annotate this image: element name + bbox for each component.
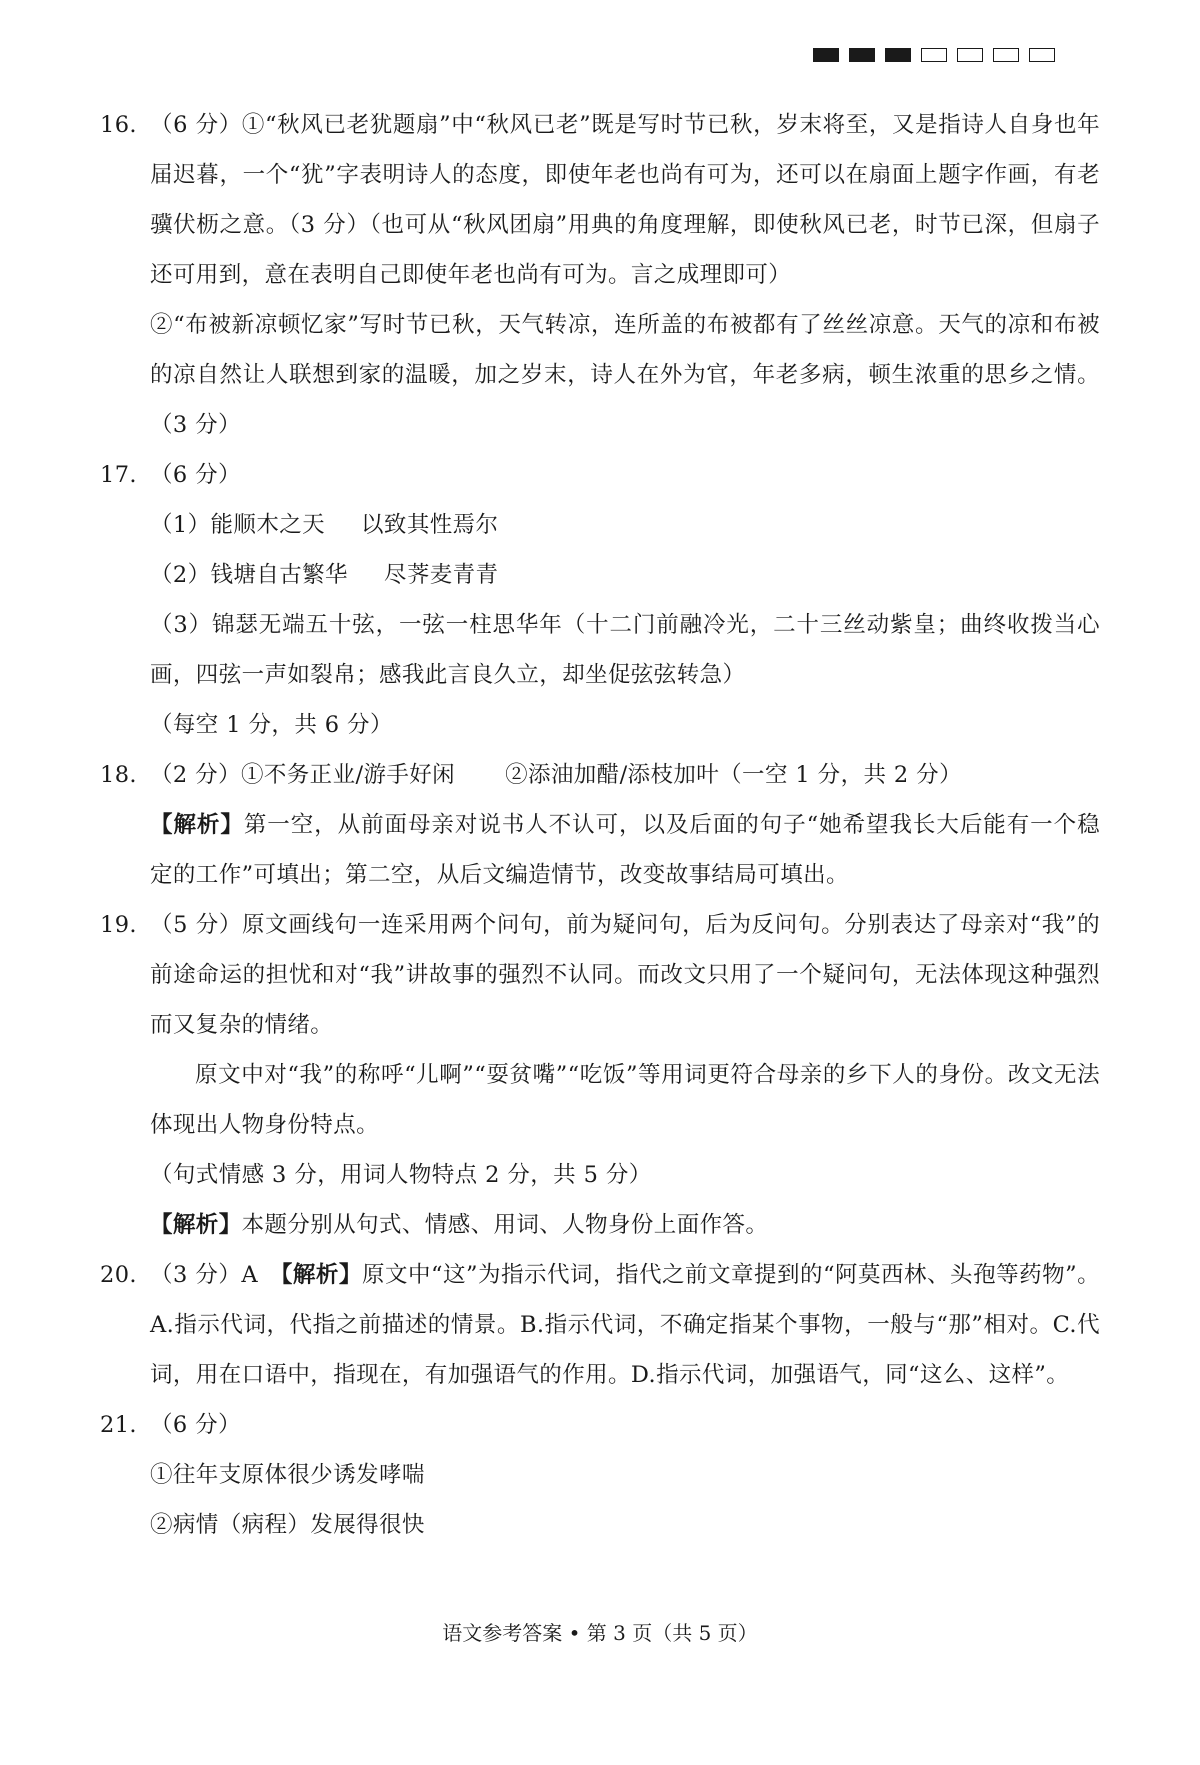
page-progress-marks <box>813 48 1055 62</box>
page-mark-filled <box>885 48 911 62</box>
page-mark-empty <box>957 48 983 62</box>
analysis-text: 本题分别从句式、情感、用词、人物身份上面作答。 <box>241 1212 769 1238</box>
answer-item-2b: 尽荠麦青青 <box>383 562 499 588</box>
analysis-label: 【解析】 <box>281 1262 362 1288</box>
question-21-score: （6 分） <box>150 1412 241 1438</box>
answer-paragraph-2: 原文中对“我”的称呼“儿啊”“耍贫嘴”“吃饭”等用词更符合母亲的乡下人的身份。改文无法体现出人物身份特点。 <box>150 1062 1100 1138</box>
question-16-body <box>150 100 1100 450</box>
question-18 <box>100 750 1100 800</box>
analysis-text: 第一空，从前面母亲对说书人不认可，以及后面的句子“她希望我长大后能有一个稳定的工作”可填出；第二空，从后文编造情节，改变故事结局可填出。 <box>150 812 1100 888</box>
answer-part-1: （6 分）①“秋风已老犹题扇”中“秋风已老”既是写时节已秋，岁末将至，又是指诗人自身也年届迟暮，一个“犹”字表明诗人的态度，即使年老也尚有可为，还可以在扇面上题字作画，有老骥伏枥之意。（3 分）（也可从“秋风团扇”用典的角度理解，即使秋风已老，时节已深，但扇子还可用到，意在表明自己即使年老也尚有可为。言之成理即可） <box>150 112 1100 288</box>
score-note: （句式情感 3 分，用词人物特点 2 分，共 5 分） <box>150 1162 652 1188</box>
analysis-label: 【解析】 <box>150 812 244 838</box>
question-number: 20. <box>100 1262 137 1288</box>
question-17 <box>100 450 1100 500</box>
page-mark-empty <box>993 48 1019 62</box>
question-number: 19. <box>100 912 137 938</box>
answer-item-2: ②病情（病程）发展得很快 <box>150 1512 425 1538</box>
analysis-label: 【解析】 <box>150 1212 242 1238</box>
page-mark-filled <box>849 48 875 62</box>
question-19 <box>100 900 1100 1250</box>
answer-item-1a: （1）能顺木之天 <box>150 512 326 538</box>
question-number: 21. <box>100 1412 137 1438</box>
question-19-body <box>150 900 1100 1250</box>
answer-blank-2: ②添油加醋/添枝加叶（一空 1 分，共 2 分） <box>505 762 962 788</box>
question-18-answer <box>150 750 1100 800</box>
question-17-answers <box>100 500 1100 750</box>
answer-paragraph-1: （5 分）原文画线句一连采用两个问句，前为疑问句，后为反问句。分别表达了母亲对“我”的前途命运的担忧和对“我”讲故事的强烈不认同。而改文只用了一个疑问句，无法体现这种强烈而又复杂的情绪。 <box>150 912 1100 1038</box>
question-16 <box>100 100 1100 450</box>
page-footer: 语文参考答案 • 第 3 页（共 5 页） <box>442 1621 758 1645</box>
question-20 <box>100 1250 1100 1400</box>
question-17-score: （6 分） <box>150 462 241 488</box>
answer-item-2 <box>150 550 1100 600</box>
answer-part-2: ②“布被新凉顿忆家”写时节已秋，天气转凉，连所盖的布被都有了丝丝凉意。天气的凉和布被的凉自然让人联想到家的温暖，加之岁末，诗人在外为官，年老多病，顿生浓重的思乡之情。（3 分） <box>150 312 1100 438</box>
question-20-body <box>150 1250 1100 1400</box>
page-mark-empty <box>1029 48 1055 62</box>
answer-item-3: （3）锦瑟无端五十弦，一弦一柱思华年（十二门前融冷光，二十三丝动紫皇；曲终收拨当心画，四弦一声如裂帛；感我此言良久立，却坐促弦弦转急） <box>150 612 1100 688</box>
analysis-text: 原文中“这”为指示代词，指代之前文章提到的“阿莫西林、头孢等药物”。A.指示代词，代指之前描述的情景。B.指示代词，不确定指某个事物，一般与“那”相对。C.代词，用在口语中，指现在，有加强语气的作用。D.指示代词，加强语气，同“这么、这样”。 <box>150 1262 1100 1388</box>
answer-item-1 <box>150 500 1100 550</box>
question-21-answers <box>100 1450 1100 1550</box>
question-number: 17. <box>100 462 137 488</box>
page-mark-empty <box>921 48 947 62</box>
question-21 <box>100 1400 1100 1450</box>
answer-choice: （3 分）A <box>150 1262 282 1288</box>
answer-content <box>100 100 1100 1550</box>
answer-blank-1: （2 分）①不务正业/游手好闲 <box>150 762 456 788</box>
answer-item-2a: （2）钱塘自古繁华 <box>150 562 348 588</box>
question-number: 16. <box>100 112 137 138</box>
question-number: 18. <box>100 762 137 788</box>
question-18-analysis <box>100 800 1100 900</box>
page-mark-filled <box>813 48 839 62</box>
score-note: （每空 1 分，共 6 分） <box>150 712 393 738</box>
answer-item-1b: 以致其性焉尔 <box>361 512 499 538</box>
answer-item-1: ①往年支原体很少诱发哮喘 <box>150 1462 425 1488</box>
